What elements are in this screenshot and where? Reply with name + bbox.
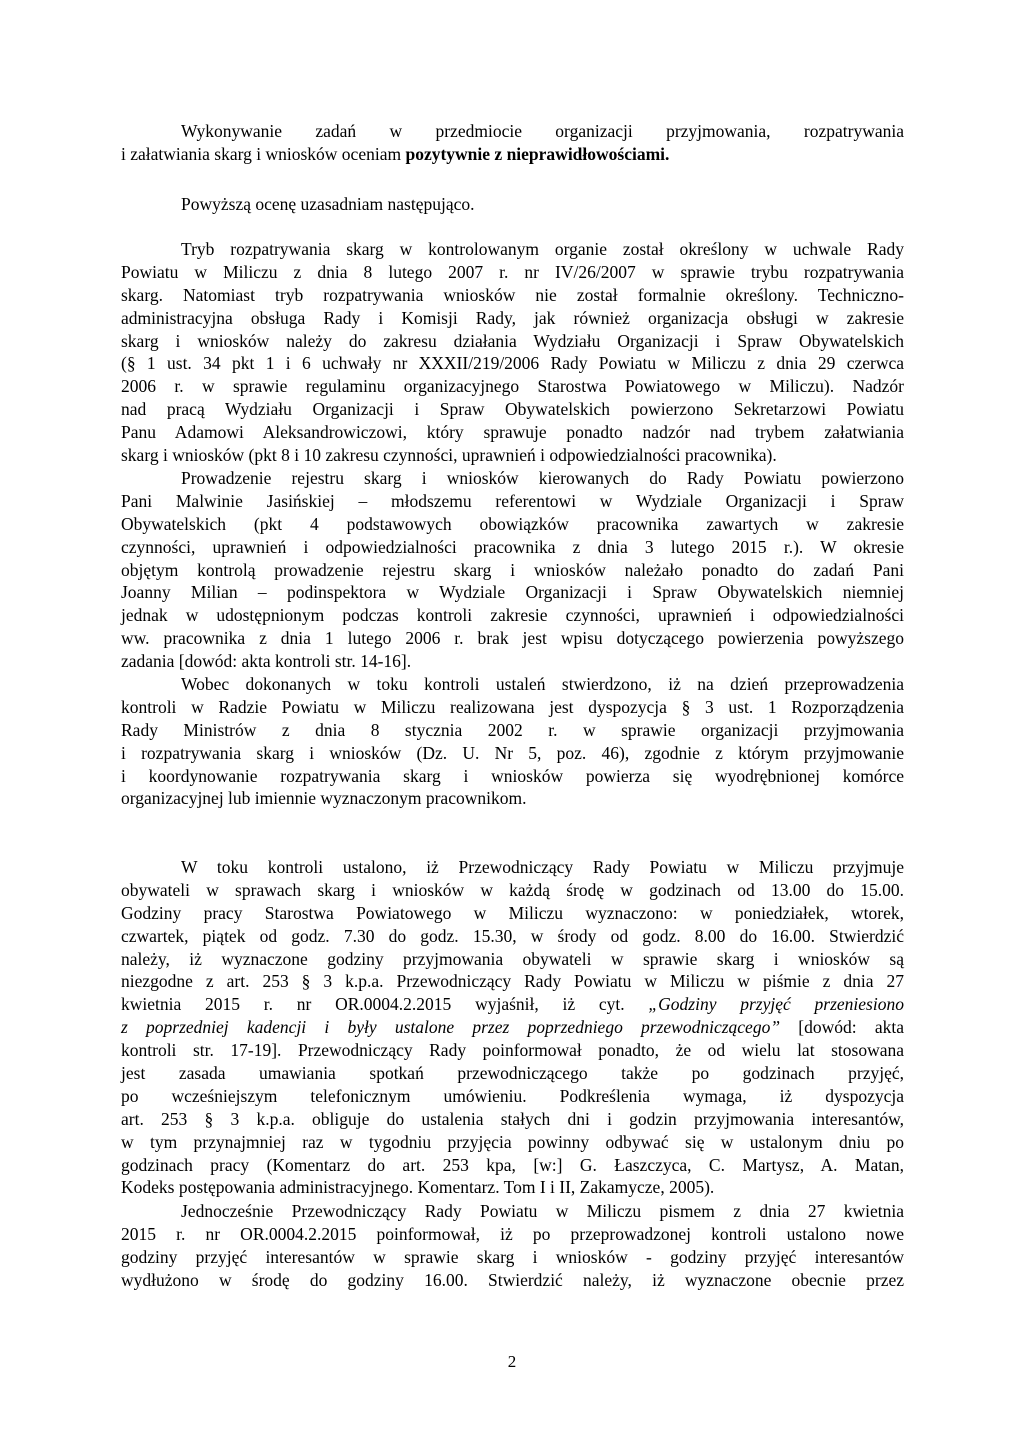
text-line <box>121 673 904 696</box>
line-text: godziny przyjęć interesantów w sprawie skarg i wniosków - godziny przyjęć interesantów <box>121 1246 904 1267</box>
italic-quote: „Godziny przyjęć przeniesiono <box>648 994 904 1015</box>
line-text: Jednocześnie Przewodniczący Rady Powiatu w Miliczu pismem z dnia 27 kwietnia <box>181 1201 904 1221</box>
text-line <box>121 765 904 788</box>
paragraph-office-hours <box>121 856 904 1199</box>
text-line <box>121 650 904 673</box>
text-line <box>121 1200 904 1223</box>
text-line <box>121 284 904 307</box>
line-text: objętym kontrolą prowadzenie rejestru skarg i wniosków należało ponadto do zadań Pani <box>121 559 904 580</box>
text-line <box>121 879 904 902</box>
line-text: czynności, uprawnień i odpowiedzialności pracownika z dnia 3 lutego 2015 r.). W okresie <box>121 536 904 557</box>
line-text: skarg i wniosków należy do zakresu działania Wydziału Organizacji i Spraw Obywatelskich <box>121 330 904 351</box>
line-text: Kodeks postępowania administracyjnego. Komentarz. Tom I i II, Zakamycze, 2005). <box>121 1177 715 1198</box>
text-line <box>121 467 904 490</box>
line-text: Pani Malwinie Jasińskiej – młodszemu referentowi w Wydziale Organizacji i Spraw <box>121 490 904 511</box>
paragraph-justification-intro <box>121 193 904 216</box>
line-text: jest zasada umawiania spotkań przewodniczącego także po godzinach przyjęć, <box>121 1063 904 1084</box>
text-line <box>121 902 904 925</box>
line-text: organizacyjnej lub imiennie wyznaczonym pracownikom. <box>121 788 527 809</box>
line-text: wydłużono w środę do godziny 16.00. Stwierdzić należy, iż wyznaczone obecnie przez <box>121 1269 904 1290</box>
text-line <box>121 375 904 398</box>
line-text: Prowadzenie rejestru skarg i wniosków kierowanych do Rady Powiatu powierzono <box>181 468 904 488</box>
line-text: (§ 1 ust. 34 pkt 1 i 6 uchwały nr XXXII/219/2006 Rady Powiatu w Miliczu z dnia 29 czerwca <box>121 353 904 374</box>
line-text: w tym przynajmniej raz w tygodniu przyjęcia powinny odbywać się w ustalonym dniu po <box>121 1131 904 1152</box>
text-line <box>121 490 904 513</box>
line-text: Wobec dokonanych w toku kontroli ustaleń stwierdzono, iż na dzień przeprowadzenia <box>181 674 904 694</box>
line-text: skarg. Natomiast tryb rozpatrywania wniosków nie został formalnie określony. Techniczno- <box>121 284 904 305</box>
text-line <box>121 696 904 719</box>
text-line <box>121 993 904 1016</box>
line-text: [dowód: akta <box>780 1017 904 1038</box>
text-line <box>121 238 904 261</box>
paragraph-assessment <box>121 120 904 166</box>
text-line <box>121 1176 904 1199</box>
text-line <box>121 1039 904 1062</box>
line-text: kwietnia 2015 r. nr OR.0004.2.2015 wyjaśnił, iż cyt. <box>121 994 649 1015</box>
text-line <box>121 742 904 765</box>
line-text: Rady Ministrów z dnia 8 stycznia 2002 r. w sprawie organizacji przyjmowania <box>121 719 904 740</box>
text-line <box>121 352 904 375</box>
line-text: po wcześniejszym telefonicznym umówieniu. Podkreślenia wymaga, iż dyspozycja <box>121 1085 904 1106</box>
line-text: skarg i wniosków (pkt 8 i 10 zakresu czynności, uprawnień i odpowiedzialności pracownika). <box>121 445 777 466</box>
page-number: 2 <box>507 1352 517 1371</box>
text-line <box>121 261 904 284</box>
text-line <box>121 787 904 810</box>
line-text: W toku kontroli ustalono, iż Przewodniczący Rady Powiatu w Miliczu przyjmuje <box>181 857 904 877</box>
text-line <box>121 925 904 948</box>
line-text: godzinach pracy (Komentarz do art. 253 kpa, [w:] G. Łaszczyca, C. Martysz, A. Matan, <box>121 1154 904 1175</box>
line-text: obywateli w sprawach skarg i wniosków w każdą środę w godzinach od 13.00 do 15.00. <box>121 879 904 900</box>
text-line <box>121 719 904 742</box>
line-text: Panu Adamowi Aleksandrowiczowi, który sprawuje ponadto nadzór nad trybem załatwiania <box>121 422 904 443</box>
line-text: Powiatu w Miliczu z dnia 8 lutego 2007 r. nr IV/26/2007 w sprawie trybu rozpatrywania <box>121 261 904 282</box>
text-line <box>121 307 904 330</box>
text-line <box>121 330 904 353</box>
line-text: Tryb rozpatrywania skarg w kontrolowanym organie został określony w uchwale Rady <box>181 239 904 259</box>
text-line <box>121 536 904 559</box>
line-text: Wykonywanie zadań w przedmiocie organizacji przyjmowania, rozpatrywania <box>181 121 904 141</box>
line-text: administracyjna obsługa Rady i Komisji Rady, jak również organizacja obsługi w zakresie <box>121 307 904 328</box>
line-text: i rozpatrywania skarg i wniosków (Dz. U. Nr 5, poz. 46), zgodnie z którym przyjmowanie <box>121 742 904 763</box>
line-text: niezgodne z art. 253 § 3 k.p.a. Przewodniczący Rady Powiatu w Miliczu w piśmie z dnia 27 <box>121 971 904 992</box>
line-text: nad pracą Wydziału Organizacji i Spraw Obywatelskich powierzono Sekretarzowi Powiatu <box>121 399 904 420</box>
paragraph-findings <box>121 673 904 810</box>
text-line <box>121 513 904 536</box>
text-line <box>121 948 904 971</box>
line-text: art. 253 § 3 k.p.a. obliguje do ustalenia stałych dni i godzin przyjmowania interesantów, <box>121 1108 904 1129</box>
line-text: kontroli w Radzie Powiatu w Miliczu realizowana jest dyspozycja § 3 ust. 1 Rozporządzenia <box>121 696 904 717</box>
text-line <box>121 1108 904 1131</box>
text-line <box>121 143 904 166</box>
text-line <box>121 1131 904 1154</box>
text-line <box>121 1016 904 1039</box>
paragraph-complaint-procedure <box>121 238 904 467</box>
text-line <box>121 581 904 604</box>
line-text: zadania [dowód: akta kontroli str. 14-16]. <box>121 651 412 672</box>
line-text: jednak w udostępnionym podczas kontroli zakresie czynności, uprawnień i odpowiedzialności <box>121 605 904 626</box>
line-text: Powyższą ocenę uzasadniam następująco. <box>181 194 475 214</box>
line-text: ww. pracownika z dnia 1 lutego 2006 r. brak jest wpisu dotyczącego powierzenia powyższego <box>121 628 904 649</box>
paragraph-new-hours <box>121 1200 904 1292</box>
text-line <box>121 604 904 627</box>
text-line <box>121 421 904 444</box>
text-line <box>121 1269 904 1292</box>
italic-quote: z poprzedniej kadencji i były ustalone przez poprzedniego przewodniczącego” <box>121 1017 781 1038</box>
text-line <box>121 398 904 421</box>
text-line <box>121 1223 904 1246</box>
text-line <box>121 856 904 879</box>
text-line <box>121 1062 904 1085</box>
line-text: kontroli str. 17-19]. Przewodniczący Rady poinformował ponadto, że od wielu lat stosowana <box>121 1040 904 1061</box>
text-line <box>121 970 904 993</box>
text-line <box>121 444 904 467</box>
text-line <box>121 1154 904 1177</box>
line-text: czwartek, piątek od godz. 7.30 do godz. 15.30, w środy od godz. 8.00 do 16.00. Stwierdzić <box>121 925 904 946</box>
bold-text: pozytywnie z nieprawidłowościami. <box>405 143 670 164</box>
line-text: należy, iż wyznaczone godziny przyjmowania obywateli w sprawie skarg i wniosków są <box>121 948 904 969</box>
text-line <box>121 559 904 582</box>
paragraph-register <box>121 467 904 673</box>
line-text: 2006 r. w sprawie regulaminu organizacyjnego Starostwa Powiatowego w Miliczu). Nadzór <box>121 376 904 397</box>
text-line <box>121 627 904 650</box>
line-text: i załatwiania skarg i wniosków oceniam <box>121 143 406 164</box>
text-line <box>121 193 904 216</box>
text-line <box>121 1085 904 1108</box>
text-line <box>121 120 904 143</box>
line-text: Obywatelskich (pkt 4 podstawowych obowiązków pracownika zawartych w zakresie <box>121 513 904 534</box>
line-text: 2015 r. nr OR.0004.2.2015 poinformował, iż po przeprowadzonej kontroli ustalono nowe <box>121 1223 904 1244</box>
text-line <box>121 1246 904 1269</box>
line-text: Joanny Milian – podinspektora w Wydziale Organizacji i Spraw Obywatelskich niemniej <box>121 582 904 603</box>
line-text: Godziny pracy Starostwa Powiatowego w Miliczu wyznaczono: w poniedziałek, wtorek, <box>121 902 904 923</box>
line-text: i koordynowanie rozpatrywania skarg i wniosków powierza się wyodrębnionej komórce <box>121 765 904 786</box>
